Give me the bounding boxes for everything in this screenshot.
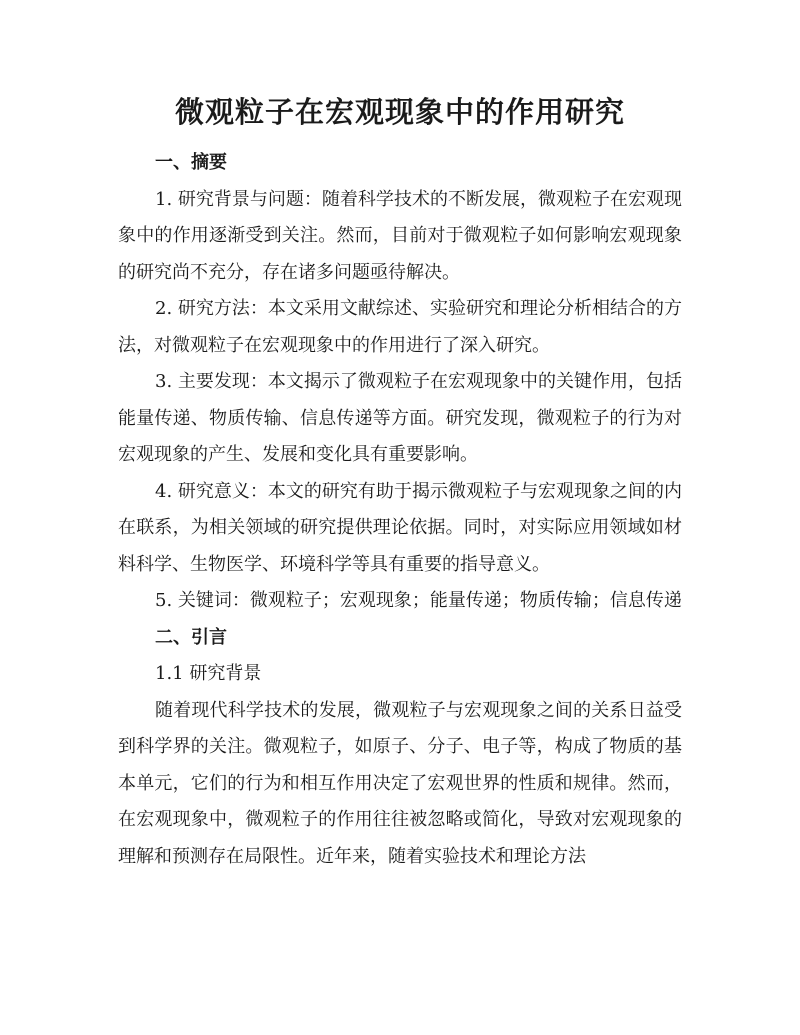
document-title: 微观粒子在宏观现象中的作用研究 — [174, 95, 625, 129]
document-body — [118, 145, 682, 875]
abstract-item-significance: 4. 研究意义：本文的研究有助于揭示微观粒子与宏观现象之间的内在联系，为相关领域的研究提供理论依据。同时，对实际应用领域如材料科学、生物医学、环境科学等具有重要的指导意义。 — [118, 480, 682, 575]
abstract-item-methods: 2. 研究方法：本文采用文献综述、实验研究和理论分析相结合的方法，对微观粒子在宏观现象中的作用进行了深入研究。 — [118, 298, 682, 356]
background-paragraph: 随着现代科学技术的发展，微观粒子与宏观现象之间的关系日益受到科学界的关注。微观粒子，如原子、分子、电子等，构成了物质的基本单元，它们的行为和相互作用决定了宏观世界的性质和规律。然而，在宏观现象中，微观粒子的作用往往被忽略或简化，导致对宏观现象的理解和预测存在局限性。近年来，随着实验技术和理论方法 — [118, 699, 682, 867]
abstract-item-background: 1. 研究背景与问题：随着科学技术的不断发展，微观粒子在宏观现象中的作用逐渐受到关注。然而，目前对于微观粒子如何影响宏观现象的研究尚不充分，存在诸多问题亟待解决。 — [118, 188, 682, 283]
section-heading-introduction: 二、引言 — [155, 626, 227, 648]
subsection-heading-background: 1.1 研究背景 — [155, 663, 262, 684]
abstract-item-keywords: 5. 关键词：微观粒子；宏观现象；能量传递；物质传输；信息传递 — [155, 590, 682, 611]
section-heading-abstract: 一、摘要 — [155, 152, 227, 173]
abstract-item-findings: 3. 主要发现：本文揭示了微观粒子在宏观现象中的关键作用，包括能量传递、物质传输、信息传递等方面。研究发现，微观粒子的行为对宏观现象的产生、发展和变化具有重要影响。 — [118, 371, 682, 465]
